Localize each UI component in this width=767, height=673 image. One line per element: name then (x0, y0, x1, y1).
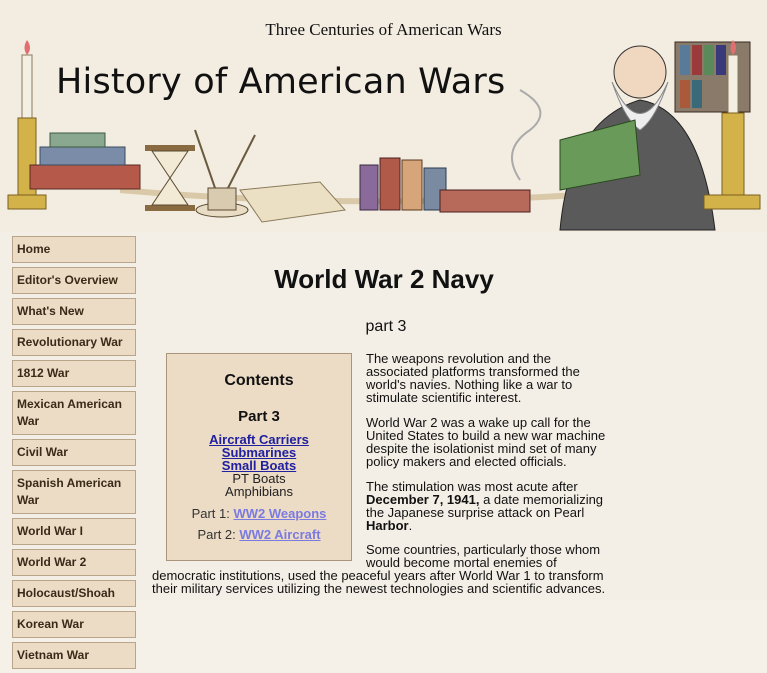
nav-editors-overview[interactable]: Editor's Overview (12, 267, 136, 294)
nav-revolutionary-war[interactable]: Revolutionary War (12, 329, 136, 356)
paragraph-3-harbor: Harbor (366, 518, 409, 533)
nav-civil-war[interactable]: Civil War (12, 439, 136, 466)
paragraph-4a: Some countries, particularly those whom would become mortal enemies of (366, 542, 601, 570)
books-middle-icon (360, 158, 530, 212)
nav-world-war-1[interactable]: World War I (12, 518, 136, 545)
part1-line (167, 506, 351, 521)
toc-link-small-boats[interactable]: Small Boats (221, 458, 297, 473)
nav-holocaust-shoah[interactable]: Holocaust/Shoah (12, 580, 136, 607)
bookshelf-icon (675, 42, 750, 112)
inkwell-icon (195, 130, 255, 217)
paragraph-4b: democratic institutions, used the peaceful years after World War 1 to transform their military services utilizing the newest technologies and scientific advances. (152, 568, 606, 596)
nav-korean-war[interactable]: Korean War (12, 611, 136, 638)
nav-1812-war[interactable]: 1812 War (12, 360, 136, 387)
part2-prefix: Part 2: (197, 527, 236, 542)
site-title: History of American Wars (56, 62, 506, 102)
toc-link-aircraft-carriers[interactable]: Aircraft Carriers (209, 432, 309, 447)
toc-link-submarines[interactable]: Submarines (221, 445, 297, 460)
paragraph-3-b: a date memorializing the Japanese surprise attack on Pearl (366, 492, 604, 520)
page-title: World War 2 Navy (274, 264, 494, 294)
contents-box (166, 353, 352, 561)
contents-part-heading: Part 3 (238, 408, 280, 425)
nav-vietnam-war[interactable]: Vietnam War (12, 642, 136, 669)
nav-spanish-american-war[interactable]: Spanish American War (12, 470, 136, 514)
header-banner (0, 0, 767, 232)
paragraph-2: World War 2 was a wake up call for the United States to build a new war machine despite the isolationist mind set of many policy makers and elected officials. (366, 415, 606, 469)
site-tagline: Three Centuries of American Wars (265, 20, 502, 39)
paragraph-3-date: December 7, 1941, (366, 492, 480, 507)
part1-link[interactable]: WW2 Weapons (233, 506, 327, 521)
nav-whats-new[interactable]: What's New (12, 298, 136, 325)
part1-prefix: Part 1: (191, 506, 230, 521)
hourglass-icon (145, 145, 195, 211)
books-left-icon (30, 133, 140, 189)
part2-link[interactable]: WW2 Aircraft (239, 527, 321, 542)
paragraph-3-end: . (408, 518, 413, 533)
part-label: part 3 (365, 318, 407, 335)
paragraph-3-a: The stimulation was most acute after (366, 479, 578, 494)
nav-mexican-american-war[interactable]: Mexican American War (12, 391, 136, 435)
part2-line (167, 527, 351, 542)
sidebar-nav (12, 236, 136, 673)
contents-title: Contents (224, 372, 294, 389)
nav-home[interactable]: Home (12, 236, 136, 263)
paragraph-3 (366, 480, 616, 532)
paragraph-1: The weapons revolution and the associated platforms transformed the world's navies. Nothing like a war to stimulate scientific interest. (366, 351, 580, 405)
toc-item-amphibians: Amphibians (225, 484, 293, 499)
nav-world-war-2[interactable]: World War 2 (12, 549, 136, 576)
toc-item-pt-boats: PT Boats (232, 471, 286, 486)
